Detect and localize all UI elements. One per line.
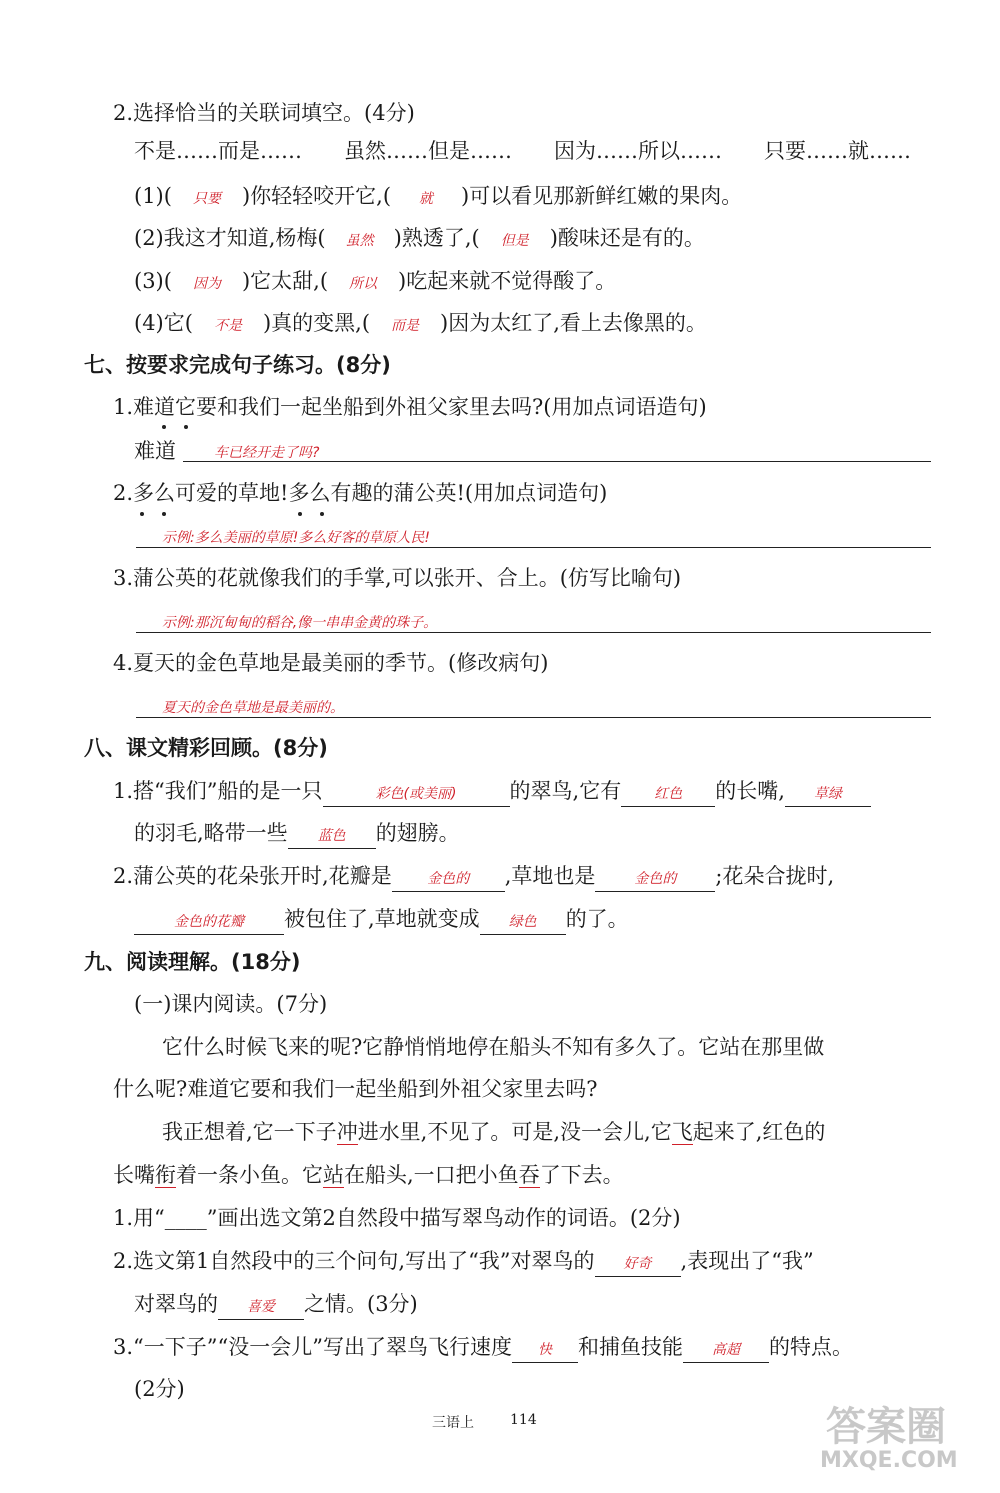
answer-text: 而是: [391, 318, 420, 334]
emphasis-dot: [298, 512, 302, 516]
s8-q1-line2: 的羽毛,略带一些 蓝色 的翅膀。: [134, 818, 460, 849]
emphasis-dot: [140, 512, 144, 516]
passage-line: 它什么时候飞来的呢?它静悄悄地停在船头不知有多久了。它站在那里做: [162, 1035, 825, 1059]
conjunction-options: 不是……而是…… 虽然……但是…… 因为……所以…… 只要……就……: [134, 139, 911, 163]
answer-blank: 红色: [621, 779, 715, 807]
answer-text: 所以: [349, 276, 378, 292]
q6-2-title: 2.选择恰当的关联词填空。(4分): [113, 101, 415, 125]
section-9-heading: 九、阅读理解。(18分): [84, 950, 301, 974]
s7-q4-answer: 夏天的金色草地是最美丽的。: [162, 700, 344, 716]
passage-line: 什么呢?难道它要和我们一起坐船到外祖父家里去吗?: [113, 1077, 598, 1101]
answer-blank: 好奇: [595, 1249, 681, 1277]
footer-label: 三语上: [432, 1415, 474, 1431]
answer-text: 不是: [213, 318, 242, 334]
answer-line: [136, 717, 931, 718]
answer-line: [136, 547, 931, 548]
s7-q1-answer: 车已经开走了吗?: [214, 445, 320, 461]
emphasis-dot: [320, 512, 324, 516]
page-number: 114: [510, 1412, 537, 1428]
section-7-heading: 七、按要求完成句子练习。(8分): [84, 353, 391, 377]
answer-blank: 蓝色: [288, 821, 376, 849]
s7-q3: 3.蒲公英的花就像我们的手掌,可以张开、合上。(仿写比喻句): [113, 566, 682, 590]
s8-q2-line1: 2.蒲公英的花朵张开时,花瓣是 金色的 ,草地也是 金色的 ;花朵合拢时,: [113, 861, 834, 892]
s9-q1: 1.用“____”画出选文第2自然段中描写翠鸟动作的词语。(2分): [113, 1206, 681, 1230]
watermark-url: MXQE.COM: [820, 1448, 958, 1473]
answer-text: 就: [419, 191, 434, 207]
answer-blank: 快: [512, 1335, 578, 1363]
s7-q1: 1.难道它要和我们一起坐船到外祖父家里去吗?(用加点词语造句): [113, 395, 707, 419]
s9-subheading: (一)课内阅读。(7分): [134, 992, 328, 1016]
answer-text: 因为: [192, 276, 221, 292]
passage-line: 长嘴衔着一条小鱼。它站在船头,一口把小鱼吞了下去。: [113, 1163, 624, 1187]
answer-text: 只要: [192, 191, 221, 207]
answer-blank: 金色的: [392, 864, 505, 892]
s9-q2-line1: 2.选文第1自然段中的三个问句,写出了“我”对翠鸟的 好奇 ,表现出了“我”: [113, 1246, 814, 1277]
watermark-logo: 答案圈: [826, 1404, 946, 1450]
section-8-heading: 八、课文精彩回顾。(8分): [84, 736, 328, 760]
answer-text: 虽然: [345, 233, 374, 249]
answer-blank: 高超: [683, 1335, 769, 1363]
q6-2-sentence-3: (3)( 因为 )它太甜,( 所以 )吃起来就不觉得酸了。: [134, 266, 616, 299]
s9-q3-line1: 3.“一下子”“没一会儿”写出了翠鸟飞行速度 快 和捕鱼技能 高超 的特点。: [113, 1332, 853, 1363]
s7-q1-prefix: 难道: [134, 439, 176, 463]
s9-q3-line2: (2分): [134, 1377, 185, 1401]
answer-blank: 金色的: [595, 864, 715, 892]
q6-2-sentence-4: (4)它( 不是 )真的变黑,( 而是 )因为太红了,看上去像黑的。: [134, 308, 707, 341]
answer-blank: 草绿: [785, 779, 871, 807]
answer-text: 但是: [500, 233, 529, 249]
emphasis-dot: [184, 425, 188, 429]
s7-q4: 4.夏天的金色草地是最美丽的季节。(修改病句): [113, 651, 549, 675]
answer-blank: 彩色(或美丽): [323, 779, 510, 807]
q6-2-sentence-2: (2)我这才知道,杨梅( 虽然 )熟透了,( 但是 )酸味还是有的。: [134, 223, 705, 256]
s7-q2: 2.多么可爱的草地!多么有趣的蒲公英!(用加点词造句): [113, 481, 608, 505]
s7-q2-answer: 示例:多么美丽的草原!多么好客的草原人民!: [162, 530, 430, 546]
s8-q1-line1: 1.搭“我们”船的是一只 彩色(或美丽) 的翠鸟,它有 红色 的长嘴, 草绿: [113, 776, 871, 807]
s7-q3-answer: 示例:那沉甸甸的稻谷,像一串串金黄的珠子。: [162, 615, 438, 631]
answer-line: [136, 632, 931, 633]
emphasis-dot: [162, 425, 166, 429]
passage-line: 我正想着,它一下子冲进水里,不见了。可是,没一会儿,它飞起来了,红色的: [162, 1120, 826, 1144]
answer-blank: 金色的花瓣: [134, 907, 284, 935]
answer-blank: 绿色: [480, 907, 566, 935]
emphasis-dot: [162, 512, 166, 516]
q6-2-sentence-1: (1)( 只要 )你轻轻咬开它,( 就 )可以看见那新鲜红嫩的果肉。: [134, 181, 742, 214]
s9-q2-line2: 对翠鸟的 喜爱 之情。(3分): [134, 1289, 418, 1320]
answer-blank: 喜爱: [218, 1292, 304, 1320]
s8-q2-line2: 金色的花瓣 被包住了,草地就变成 绿色 的了。: [134, 904, 629, 935]
